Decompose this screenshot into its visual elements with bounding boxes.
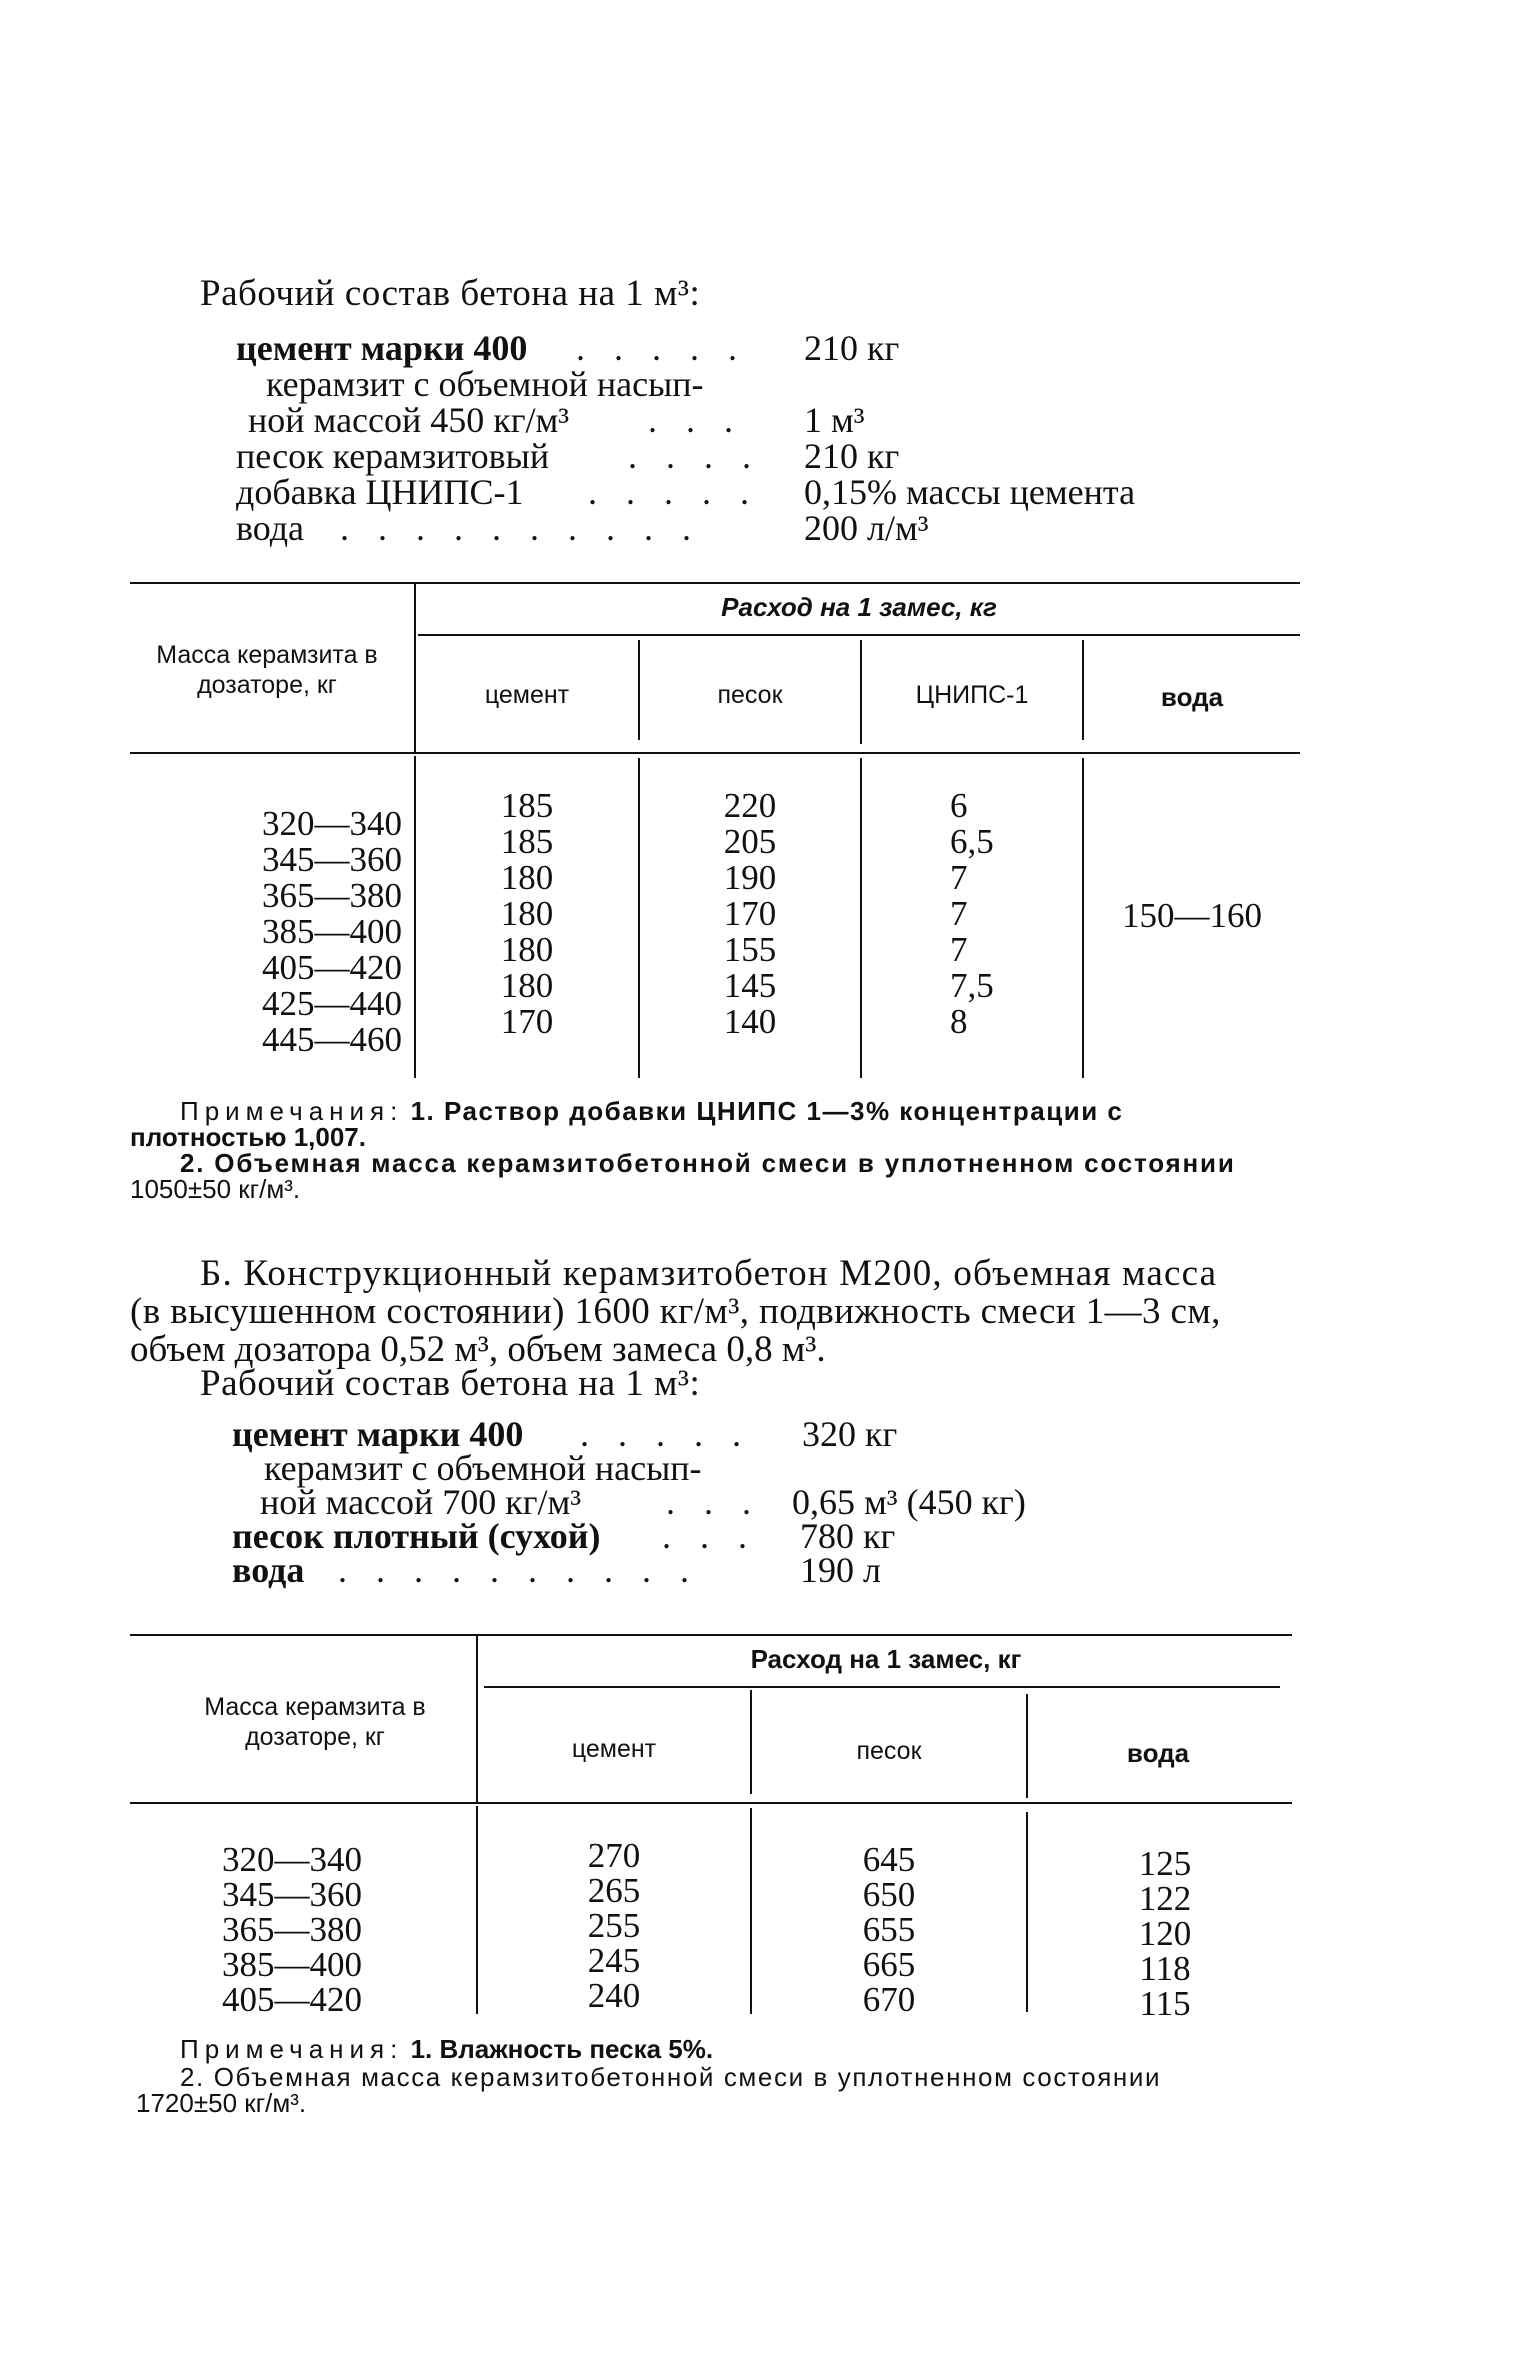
recipe-name: ной массой 450 кг/м³: [248, 400, 570, 440]
table-cell: 180: [500, 858, 554, 897]
table-cell: 320—340: [222, 1840, 362, 1879]
table-cell: 180: [500, 966, 554, 1005]
table-cell: 125: [1138, 1844, 1192, 1883]
table-cell: 8: [950, 1002, 968, 1041]
column-header-water: вода: [1160, 682, 1224, 712]
recipe-name: цемент марки 400: [232, 1414, 524, 1454]
recipe-name: ной массой 700 кг/м³: [260, 1482, 582, 1522]
recipe-dots: . . . . .: [576, 328, 747, 368]
section-b-paragraph-line1: Б. Конструкционный керамзитобетон М200, объемная масса: [200, 1253, 1218, 1294]
recipe-name: керамзит с объемной насып-: [264, 1448, 702, 1488]
section-b-paragraph-line3: объем дозатора 0,52 м³, объем замеса 0,8 м³.: [130, 1329, 826, 1370]
column-cement-values: [478, 1838, 750, 2013]
table-cell: 115: [1139, 1984, 1191, 2023]
table-cell: 445—460: [262, 1020, 402, 1059]
divider: [476, 1636, 478, 1802]
recipe-value: 780 кг: [800, 1516, 896, 1556]
divider: [860, 758, 862, 1078]
notes-b-line2: 2. Объемная масса керамзитобетонной смеси в уплотненном состоянии: [180, 2062, 1162, 2092]
recipe-name: цемент марки 400: [236, 328, 528, 368]
divider: [414, 584, 416, 752]
note-text: 1. Влажность песка 5%.: [410, 2034, 714, 2064]
recipe-value: 210 кг: [804, 436, 900, 476]
recipe-value: 320 кг: [802, 1414, 898, 1454]
recipe-name: вода: [232, 1550, 305, 1590]
column-water-values: [1080, 1846, 1250, 2021]
recipe-value: 0,15% массы цемента: [804, 472, 1136, 512]
column-header-cement: цемент: [484, 681, 570, 709]
table-cell: 122: [1138, 1879, 1192, 1918]
table-cell: 6: [950, 786, 968, 825]
table-cell: 320—340: [262, 804, 402, 843]
recipe-value: 200 л/м³: [804, 508, 929, 548]
notes-a-line1: [180, 1098, 1300, 1124]
table-cell: 265: [587, 1871, 641, 1910]
note-text: 1. Раствор добавки ЦНИПС 1—3% концентрации с: [410, 1096, 1124, 1126]
divider: [130, 582, 1300, 584]
column-cnips-values: [950, 788, 1070, 1040]
table-cell: 170: [500, 1002, 554, 1041]
divider: [1026, 1812, 1028, 2012]
column-cement-values: [416, 788, 638, 1040]
cell-water-value: 150—160: [1122, 896, 1262, 935]
table-cell: 245: [587, 1941, 641, 1980]
table-cell: 185: [500, 786, 554, 825]
section-a-recipe: [236, 330, 1236, 550]
table-cell: 118: [1139, 1949, 1191, 1988]
divider: [418, 634, 1300, 636]
section-b-paragraph-line2: (в высушенном состоянии) 1600 кг/м³, подвижность смеси 1—3 см,: [130, 1291, 1221, 1332]
column-mass-values: [130, 1842, 362, 2017]
table-cell: 145: [723, 966, 777, 1005]
table-cell: 345—360: [222, 1875, 362, 1914]
recipe-dots: . . . . .: [580, 1414, 751, 1454]
recipe-dots: . . .: [666, 1482, 761, 1522]
table-cell: 7: [950, 858, 968, 897]
table-cell: 385—400: [262, 912, 402, 951]
recipe-name: песок керамзитовый: [236, 436, 550, 476]
table-cell: 365—380: [262, 876, 402, 915]
notes-label: Примечания:: [180, 1096, 404, 1126]
column-sand-values: [752, 1842, 1026, 2017]
column-header-sand: песок: [717, 681, 783, 709]
divider: [130, 1634, 1292, 1636]
recipe-name: керамзит с объемной насып-: [266, 364, 704, 404]
table-cell: 155: [723, 930, 777, 969]
table-cell: 385—400: [222, 1945, 362, 1984]
section-b-recipe: [232, 1416, 1332, 1596]
table-cell: 140: [723, 1002, 777, 1041]
table-cell: 650: [862, 1875, 916, 1914]
recipe-dots: . . . . . . . . . .: [338, 1550, 699, 1590]
table-cell: 255: [587, 1906, 641, 1945]
table-cell: 240: [587, 1976, 641, 2015]
recipe-name: песок плотный (сухой): [232, 1516, 601, 1556]
column-header-cement: цемент: [571, 1735, 657, 1763]
divider: [130, 752, 1300, 754]
recipe-dots: . . . . . . . . . .: [340, 508, 701, 548]
table-cell: 170: [723, 894, 777, 933]
table-cell: 425—440: [262, 984, 402, 1023]
table-cell: 365—380: [222, 1910, 362, 1949]
table-cell: 220: [723, 786, 777, 825]
table-cell: 180: [500, 930, 554, 969]
column-header-cnips: ЦНИПС-1: [915, 681, 1029, 709]
notes-a-line3: 2. Объемная масса керамзитобетонной смеси в уплотненном состоянии: [180, 1148, 1236, 1178]
table-cell: 6,5: [950, 822, 994, 861]
table-cell: 7: [950, 894, 968, 933]
recipe-dots: . . .: [662, 1516, 757, 1556]
recipe-dots: . . .: [648, 400, 743, 440]
table-cell: 405—420: [222, 1980, 362, 2019]
recipe-value: 210 кг: [804, 328, 900, 368]
table-cell: 665: [862, 1945, 916, 1984]
column-header-mass: Масса керамзита в дозаторе, кг: [156, 641, 378, 699]
recipe-name: вода: [236, 508, 305, 548]
recipe-dots: . . . .: [628, 436, 761, 476]
table-cell: 645: [862, 1840, 916, 1879]
recipe-value: 0,65 м³ (450 кг): [792, 1482, 1026, 1522]
table-cell: 185: [500, 822, 554, 861]
notes-a-line4: 1050±50 кг/м³.: [130, 1174, 301, 1204]
notes-label: Примечания:: [180, 2034, 404, 2064]
notes-a-line2: плотностью 1,007.: [130, 1122, 366, 1152]
column-header-mass: Масса керамзита в дозаторе, кг: [204, 1693, 426, 1751]
table-cell: 405—420: [262, 948, 402, 987]
recipe-value: 190 л: [800, 1550, 881, 1590]
table-cell: 190: [723, 858, 777, 897]
recipe-value: 1 м³: [804, 400, 865, 440]
column-header-sand: песок: [856, 1737, 922, 1765]
column-mass-values: [130, 788, 402, 1058]
table-cell: 180: [500, 894, 554, 933]
notes-b-line3: 1720±50 кг/м³.: [136, 2088, 307, 2118]
group-header: Расход на 1 замес, кг: [750, 1644, 1022, 1674]
table-cell: 205: [723, 822, 777, 861]
table-cell: 120: [1138, 1914, 1192, 1953]
section-b-heading: Рабочий состав бетона на 1 м³:: [200, 1363, 701, 1404]
table-cell: 655: [862, 1910, 916, 1949]
column-sand-values: [640, 788, 860, 1040]
notes-b-line1: [180, 2036, 713, 2062]
group-header: Расход на 1 замес, кг: [721, 592, 997, 622]
table-cell: 670: [862, 1980, 916, 2019]
recipe-name: добавка ЦНИПС-1: [236, 472, 524, 512]
table-cell: 7,5: [950, 966, 994, 1005]
table-cell: 7: [950, 930, 968, 969]
column-header-water: вода: [1126, 1738, 1190, 1768]
table-cell: 270: [587, 1836, 641, 1875]
divider: [484, 1686, 1280, 1688]
section-a-heading: Рабочий состав бетона на 1 м³:: [200, 273, 701, 314]
divider: [130, 1802, 1292, 1804]
recipe-dots: . . . . .: [588, 472, 759, 512]
table-cell: 345—360: [262, 840, 402, 879]
